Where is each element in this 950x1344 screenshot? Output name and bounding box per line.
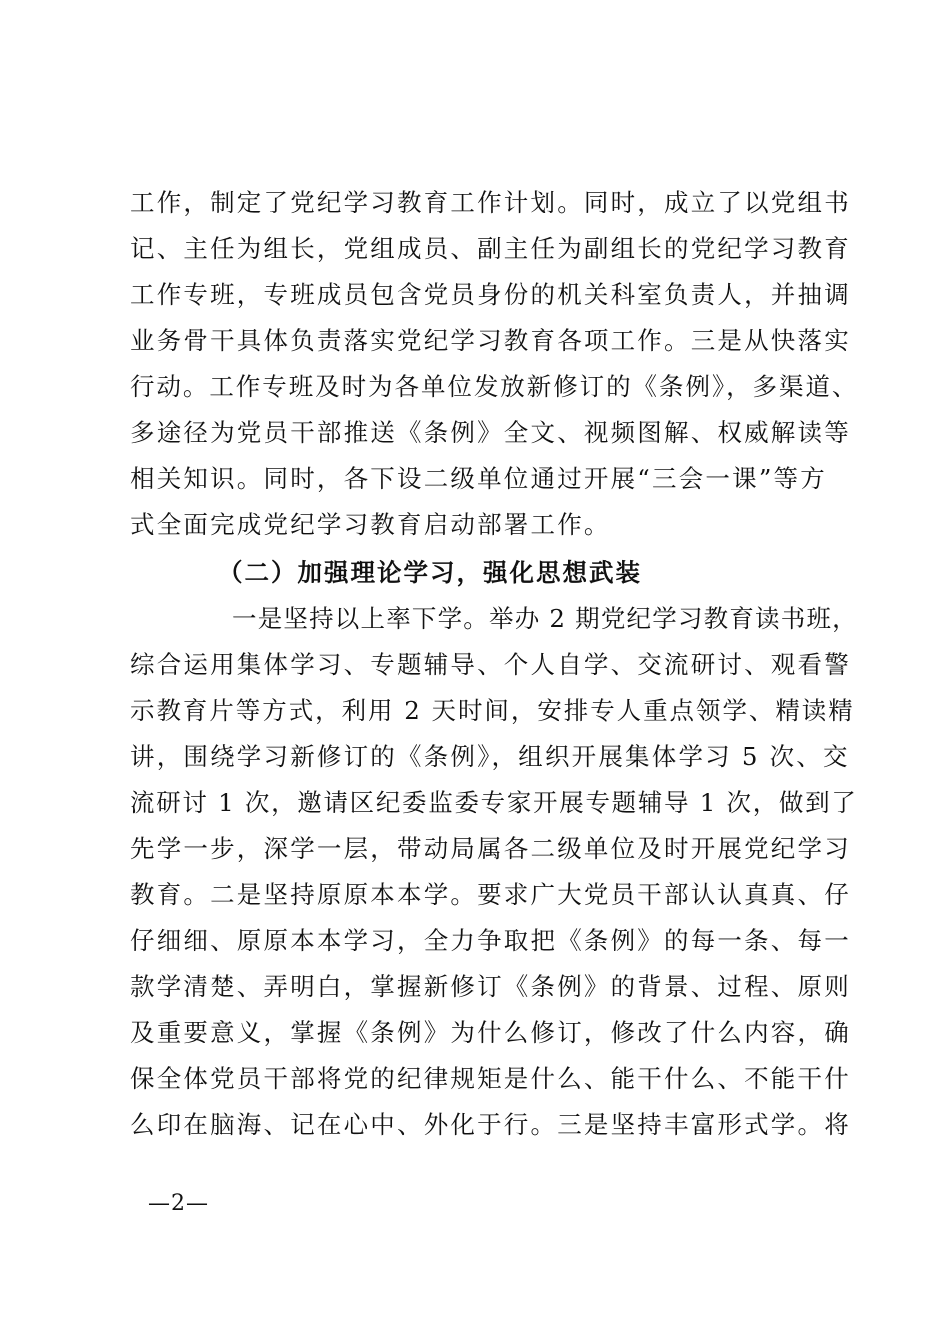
paragraph-line: 业务骨干具体负责落实党纪学习教育各项工作。三是从快落实 (130, 326, 851, 355)
paragraph-line: 工作专班，专班成员包含党员身份的机关科室负责人，并抽调 (130, 280, 851, 309)
paragraph-line: 先学一步，深学一层，带动局属各二级单位及时开展党纪学习 (130, 834, 851, 863)
paragraph-line: 式全面完成党纪学习教育启动部署工作。 (130, 510, 611, 539)
paragraph-line: 工作，制定了党纪学习教育工作计划。同时，成立了以党组书 (130, 188, 851, 217)
paragraph-line: 综合运用集体学习、专题辅导、个人自学、交流研讨、观看警 (130, 650, 851, 679)
paragraph-line: 一是坚持以上率下学。举办 2 期党纪学习教育读书班， (232, 604, 858, 633)
paragraph-line: 讲，围绕学习新修订的《条例》，组织开展集体学习 5 次、交 (130, 742, 850, 771)
paragraph-line: 流研讨 1 次，邀请区纪委监委专家开展专题辅导 1 次，做到了 (130, 788, 858, 817)
paragraph-line: 行动。工作专班及时为各单位发放新修订的《条例》，多渠道、 (130, 372, 859, 401)
paragraph-line: 记、主任为组长，党组成员、副主任为副组长的党纪学习教育 (130, 234, 851, 263)
paragraph-line: 教育。二是坚持原原本本学。要求广大党员干部认认真真、仔 (130, 880, 851, 909)
paragraph-line: 仔细细、原原本本学习，全力争取把《条例》的每一条、每一 (130, 926, 851, 955)
paragraph-line: 示教育片等方式，利用 2 天时间，安排专人重点领学、精读精 (130, 696, 855, 725)
section-heading: （二）加强理论学习，强化思想武装 (218, 558, 642, 587)
paragraph-line: 么印在脑海、记在心中、外化于行。三是坚持丰富形式学。将 (130, 1110, 851, 1139)
page-number: —2— (148, 1191, 209, 1216)
paragraph-line: 多途径为党员干部推送《条例》全文、视频图解、权威解读等 (130, 418, 851, 447)
paragraph-line: 及重要意义，掌握《条例》为什么修订，修改了什么内容，确 (130, 1018, 851, 1047)
paragraph-line: 相关知识。同时，各下设二级单位通过开展“三会一课”等方 (130, 464, 827, 493)
paragraph-line: 款学清楚、弄明白，掌握新修订《条例》的背景、过程、原则 (130, 972, 851, 1001)
paragraph-line: 保全体党员干部将党的纪律规矩是什么、能干什么、不能干什 (130, 1064, 851, 1093)
